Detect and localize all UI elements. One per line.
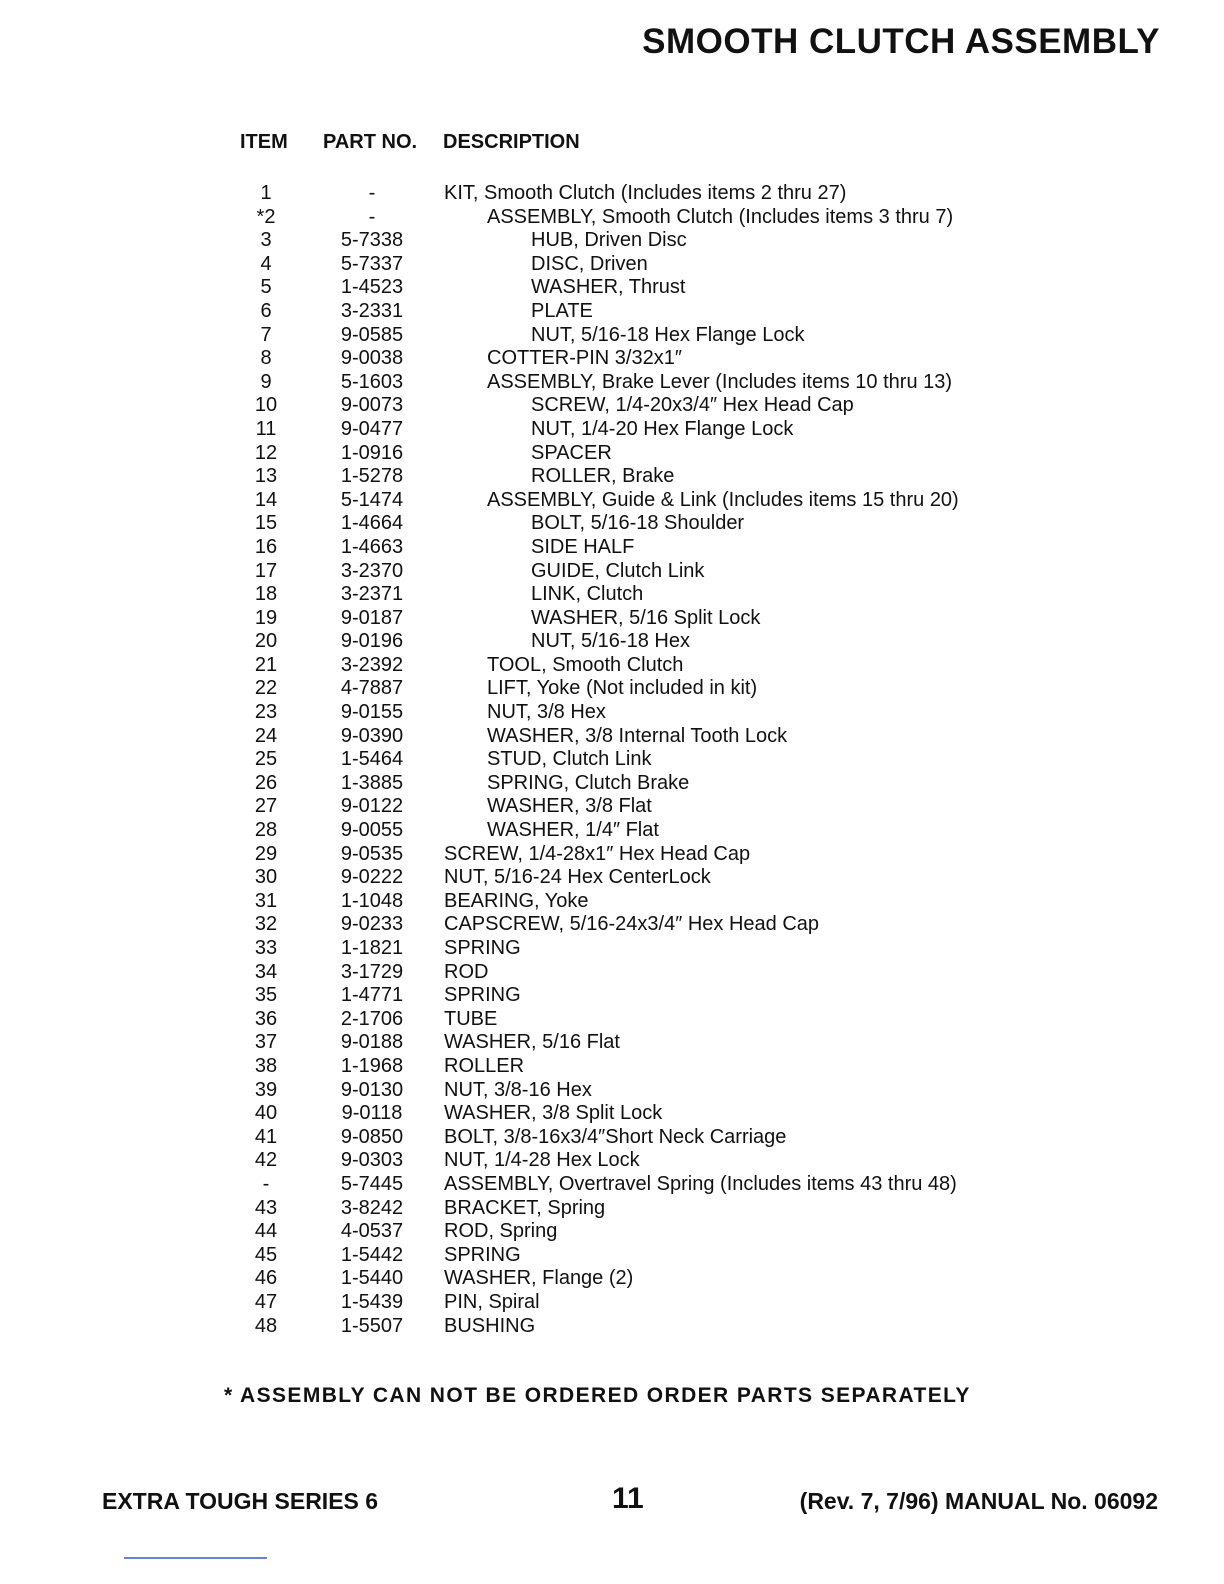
table-row — [0, 206, 1224, 230]
part-description: SIDE HALF — [531, 535, 635, 558]
table-row — [0, 1315, 1224, 1339]
item-number: 21 — [254, 653, 278, 676]
part-description: PLATE — [531, 299, 593, 322]
part-number: 1-1048 — [340, 889, 404, 912]
item-number: 6 — [260, 299, 272, 322]
item-number: 16 — [254, 535, 278, 558]
part-description: SPRING, Clutch Brake — [487, 771, 690, 794]
part-number: 5-1474 — [340, 488, 404, 511]
part-number: 3-2331 — [340, 299, 404, 322]
part-description: NUT, 1/4-28 Hex Lock — [444, 1149, 640, 1172]
part-number: 3-2370 — [340, 559, 404, 582]
item-number: 30 — [254, 866, 278, 889]
part-number: 1-4523 — [340, 276, 404, 299]
part-description: NUT, 3/8-16 Hex — [444, 1078, 592, 1101]
item-number: 35 — [254, 984, 278, 1007]
part-number: 9-0222 — [340, 866, 404, 889]
part-number: 1-5507 — [340, 1314, 404, 1337]
part-number: 5-7445 — [340, 1172, 404, 1195]
table-row — [0, 583, 1224, 607]
table-row — [0, 1102, 1224, 1126]
part-number: 1-5439 — [340, 1290, 404, 1313]
part-number: 3-2392 — [340, 653, 404, 676]
part-number: 1-5464 — [340, 748, 404, 771]
item-number: 25 — [254, 748, 278, 771]
part-description: WASHER, 3/8 Internal Tooth Lock — [487, 724, 788, 747]
part-description: LIFT, Yoke (Not included in kit) — [487, 677, 758, 700]
table-row — [0, 536, 1224, 560]
part-number: 9-0188 — [340, 1031, 404, 1054]
item-number: 32 — [254, 913, 278, 936]
part-description: WASHER, 3/8 Flat — [487, 795, 652, 818]
part-description: ROD — [444, 960, 489, 983]
part-description: CAPSCREW, 5/16-24x3/4″ Hex Head Cap — [444, 913, 820, 936]
part-number: 1-5442 — [340, 1243, 404, 1266]
item-number: 47 — [254, 1290, 278, 1313]
table-row — [0, 1055, 1224, 1079]
table-row — [0, 1267, 1224, 1291]
column-header-part-no: PART NO. — [323, 131, 418, 153]
table-row — [0, 654, 1224, 678]
item-number: 40 — [254, 1102, 278, 1125]
item-number: 3 — [260, 229, 272, 252]
part-number: 1-0916 — [340, 441, 404, 464]
column-header-description: DESCRIPTION — [443, 131, 580, 153]
part-description: TUBE — [444, 1007, 498, 1030]
table-row — [0, 795, 1224, 819]
item-number: - — [262, 1172, 270, 1195]
footnote: * ASSEMBLY CAN NOT BE ORDERED ORDER PARTS SEPARATELY — [224, 1384, 971, 1407]
table-row — [0, 1149, 1224, 1173]
item-number: 46 — [254, 1267, 278, 1290]
footer-manual-number: (Rev. 7, 7/96) MANUAL No. 06092 — [799, 1488, 1158, 1514]
part-number: 4-0537 — [340, 1220, 404, 1243]
footer-series: EXTRA TOUGH SERIES 6 — [102, 1488, 379, 1514]
page-number: 11 — [612, 1482, 644, 1515]
part-description: ASSEMBLY, Guide & Link (Includes items 15 thru 20) — [487, 488, 959, 511]
table-row — [0, 984, 1224, 1008]
part-description: NUT, 5/16-24 Hex CenterLock — [444, 866, 711, 889]
table-row — [0, 843, 1224, 867]
part-description: WASHER, 5/16 Split Lock — [531, 606, 761, 629]
part-number: 1-3885 — [340, 771, 404, 794]
item-number: 44 — [254, 1220, 278, 1243]
part-description: BRACKET, Spring — [444, 1196, 606, 1219]
part-number: 5-7338 — [340, 229, 404, 252]
part-number: 5-1603 — [340, 370, 404, 393]
table-row — [0, 748, 1224, 772]
table-row — [0, 772, 1224, 796]
part-description: NUT, 1/4-20 Hex Flange Lock — [531, 417, 794, 440]
part-description: WASHER, Flange (2) — [444, 1267, 634, 1290]
part-description: BUSHING — [444, 1314, 536, 1337]
item-number: 8 — [260, 347, 272, 370]
part-description: WASHER, 3/8 Split Lock — [444, 1102, 663, 1125]
part-number: - — [368, 205, 376, 228]
table-row — [0, 347, 1224, 371]
table-row — [0, 1197, 1224, 1221]
table-row — [0, 1126, 1224, 1150]
part-description: SPRING — [444, 984, 521, 1007]
part-number: 1-5440 — [340, 1267, 404, 1290]
part-number: 1-5278 — [340, 465, 404, 488]
part-description: ROLLER — [444, 1054, 525, 1077]
table-row — [0, 371, 1224, 395]
part-number: 9-0585 — [340, 323, 404, 346]
table-row — [0, 560, 1224, 584]
part-number: 9-0196 — [340, 630, 404, 653]
item-number: 39 — [254, 1078, 278, 1101]
table-row — [0, 937, 1224, 961]
item-number: 26 — [254, 771, 278, 794]
table-row — [0, 1008, 1224, 1032]
item-number: 23 — [254, 701, 278, 724]
part-description: NUT, 5/16-18 Hex — [531, 630, 690, 653]
table-row — [0, 442, 1224, 466]
table-row — [0, 1220, 1224, 1244]
part-number: 3-2371 — [340, 583, 404, 606]
table-row — [0, 418, 1224, 442]
part-number: 4-7887 — [340, 677, 404, 700]
table-row — [0, 1079, 1224, 1103]
table-row — [0, 961, 1224, 985]
table-row — [0, 324, 1224, 348]
part-description: LINK, Clutch — [531, 583, 644, 606]
part-number: 9-0122 — [340, 795, 404, 818]
item-number: 27 — [254, 795, 278, 818]
table-row — [0, 701, 1224, 725]
table-row — [0, 1291, 1224, 1315]
item-number: 31 — [254, 889, 278, 912]
item-number: 5 — [260, 276, 272, 299]
part-number: 9-0233 — [340, 913, 404, 936]
table-row — [0, 276, 1224, 300]
item-number: 28 — [254, 819, 278, 842]
item-number: 20 — [254, 630, 278, 653]
part-description: STUD, Clutch Link — [487, 748, 652, 771]
item-number: 11 — [255, 417, 277, 440]
part-description: GUIDE, Clutch Link — [531, 559, 705, 582]
item-number: 45 — [254, 1243, 278, 1266]
item-number: 7 — [260, 323, 272, 346]
part-description: KIT, Smooth Clutch (Includes items 2 thru 27) — [444, 182, 847, 204]
part-description: SCREW, 1/4-28x1″ Hex Head Cap — [444, 842, 751, 865]
part-description: ASSEMBLY, Overtravel Spring (Includes items 43 thru 48) — [444, 1172, 957, 1195]
table-row — [0, 890, 1224, 914]
part-number: 2-1706 — [340, 1007, 404, 1030]
item-number: 15 — [254, 512, 278, 535]
table-row — [0, 677, 1224, 701]
divider — [124, 1557, 267, 1559]
item-number: 18 — [254, 583, 278, 606]
item-number: 36 — [254, 1007, 278, 1030]
item-number: 12 — [254, 441, 278, 464]
part-description: WASHER, 5/16 Flat — [444, 1031, 620, 1054]
part-description: ROD, Spring — [444, 1220, 558, 1243]
table-row — [0, 465, 1224, 489]
item-number: 1 — [260, 182, 272, 204]
table-row — [0, 489, 1224, 513]
item-number: 38 — [254, 1054, 278, 1077]
part-description: SPACER — [531, 441, 612, 464]
part-number: 1-4771 — [340, 984, 404, 1007]
item-number: 43 — [254, 1196, 278, 1219]
part-description: NUT, 5/16-18 Hex Flange Lock — [531, 323, 805, 346]
part-description: SCREW, 1/4-20x3/4″ Hex Head Cap — [531, 394, 854, 417]
item-number: 19 — [254, 606, 278, 629]
part-description: WASHER, 1/4″ Flat — [487, 819, 659, 842]
column-header-item: ITEM — [240, 131, 288, 153]
part-number: 9-0303 — [340, 1149, 404, 1172]
table-row — [0, 253, 1224, 277]
item-number: 22 — [254, 677, 278, 700]
part-number: 3-8242 — [340, 1196, 404, 1219]
part-number: 9-0055 — [340, 819, 404, 842]
table-row — [0, 725, 1224, 749]
table-row — [0, 607, 1224, 631]
part-description: BEARING, Yoke — [444, 889, 589, 912]
part-number: 1-1968 — [340, 1054, 404, 1077]
part-description: BOLT, 3/8-16x3/4″Short Neck Carriage — [444, 1125, 787, 1148]
part-number: 1-1821 — [340, 937, 404, 959]
item-number: 4 — [260, 252, 272, 275]
part-number: 9-0155 — [340, 701, 404, 724]
part-description: BOLT, 5/16-18 Shoulder — [531, 512, 745, 535]
table-row — [0, 512, 1224, 536]
part-number: 9-0477 — [340, 417, 404, 440]
item-number: 10 — [254, 394, 278, 417]
item-number: 33 — [254, 937, 278, 959]
item-number: 42 — [254, 1149, 278, 1172]
part-description: COTTER-PIN 3/32x1″ — [487, 347, 682, 370]
part-description: WASHER, Thrust — [531, 276, 686, 299]
part-description: HUB, Driven Disc — [531, 229, 687, 252]
table-row — [0, 300, 1224, 324]
part-number: - — [368, 182, 376, 204]
part-description: SPRING — [444, 1243, 521, 1266]
table-row — [0, 182, 1224, 206]
part-description: SPRING — [444, 937, 521, 959]
table-row — [0, 866, 1224, 890]
table-row — [0, 1031, 1224, 1055]
part-number: 1-4663 — [340, 535, 404, 558]
item-number: 17 — [254, 559, 278, 582]
item-number: 29 — [254, 842, 278, 865]
part-number: 5-7337 — [340, 252, 404, 275]
table-row — [0, 1244, 1224, 1268]
part-number: 3-1729 — [340, 960, 404, 983]
item-number: 14 — [254, 488, 278, 511]
table-row — [0, 229, 1224, 253]
part-number: 9-0535 — [340, 842, 404, 865]
part-description: PIN, Spiral — [444, 1290, 540, 1313]
part-number: 9-0038 — [340, 347, 404, 370]
item-number: 48 — [254, 1314, 278, 1337]
item-number: 34 — [254, 960, 278, 983]
part-number: 1-4664 — [340, 512, 404, 535]
item-number: 9 — [260, 370, 272, 393]
table-row — [0, 1173, 1224, 1197]
item-number: 37 — [254, 1031, 278, 1054]
part-number: 9-0130 — [340, 1078, 404, 1101]
item-number: *2 — [256, 205, 276, 228]
part-description: ASSEMBLY, Brake Lever (Includes items 10 thru 13) — [487, 370, 953, 393]
part-description: DISC, Driven — [531, 252, 648, 275]
part-number: 9-0850 — [340, 1125, 404, 1148]
table-row — [0, 394, 1224, 418]
parts-table — [0, 182, 1224, 1338]
part-number: 9-0073 — [340, 394, 404, 417]
part-number: 9-0390 — [340, 724, 404, 747]
part-description: NUT, 3/8 Hex — [487, 701, 606, 724]
part-description: TOOL, Smooth Clutch — [487, 653, 684, 676]
page-title: SMOOTH CLUTCH ASSEMBLY — [642, 22, 1160, 61]
table-row — [0, 630, 1224, 654]
table-row — [0, 819, 1224, 843]
part-description: ROLLER, Brake — [531, 465, 675, 488]
item-number: 13 — [254, 465, 278, 488]
item-number: 41 — [254, 1125, 278, 1148]
part-number: 9-0118 — [341, 1102, 403, 1125]
table-row — [0, 913, 1224, 937]
item-number: 24 — [254, 724, 278, 747]
part-description: ASSEMBLY, Smooth Clutch (Includes items 3 thru 7) — [487, 205, 954, 228]
part-number: 9-0187 — [340, 606, 404, 629]
